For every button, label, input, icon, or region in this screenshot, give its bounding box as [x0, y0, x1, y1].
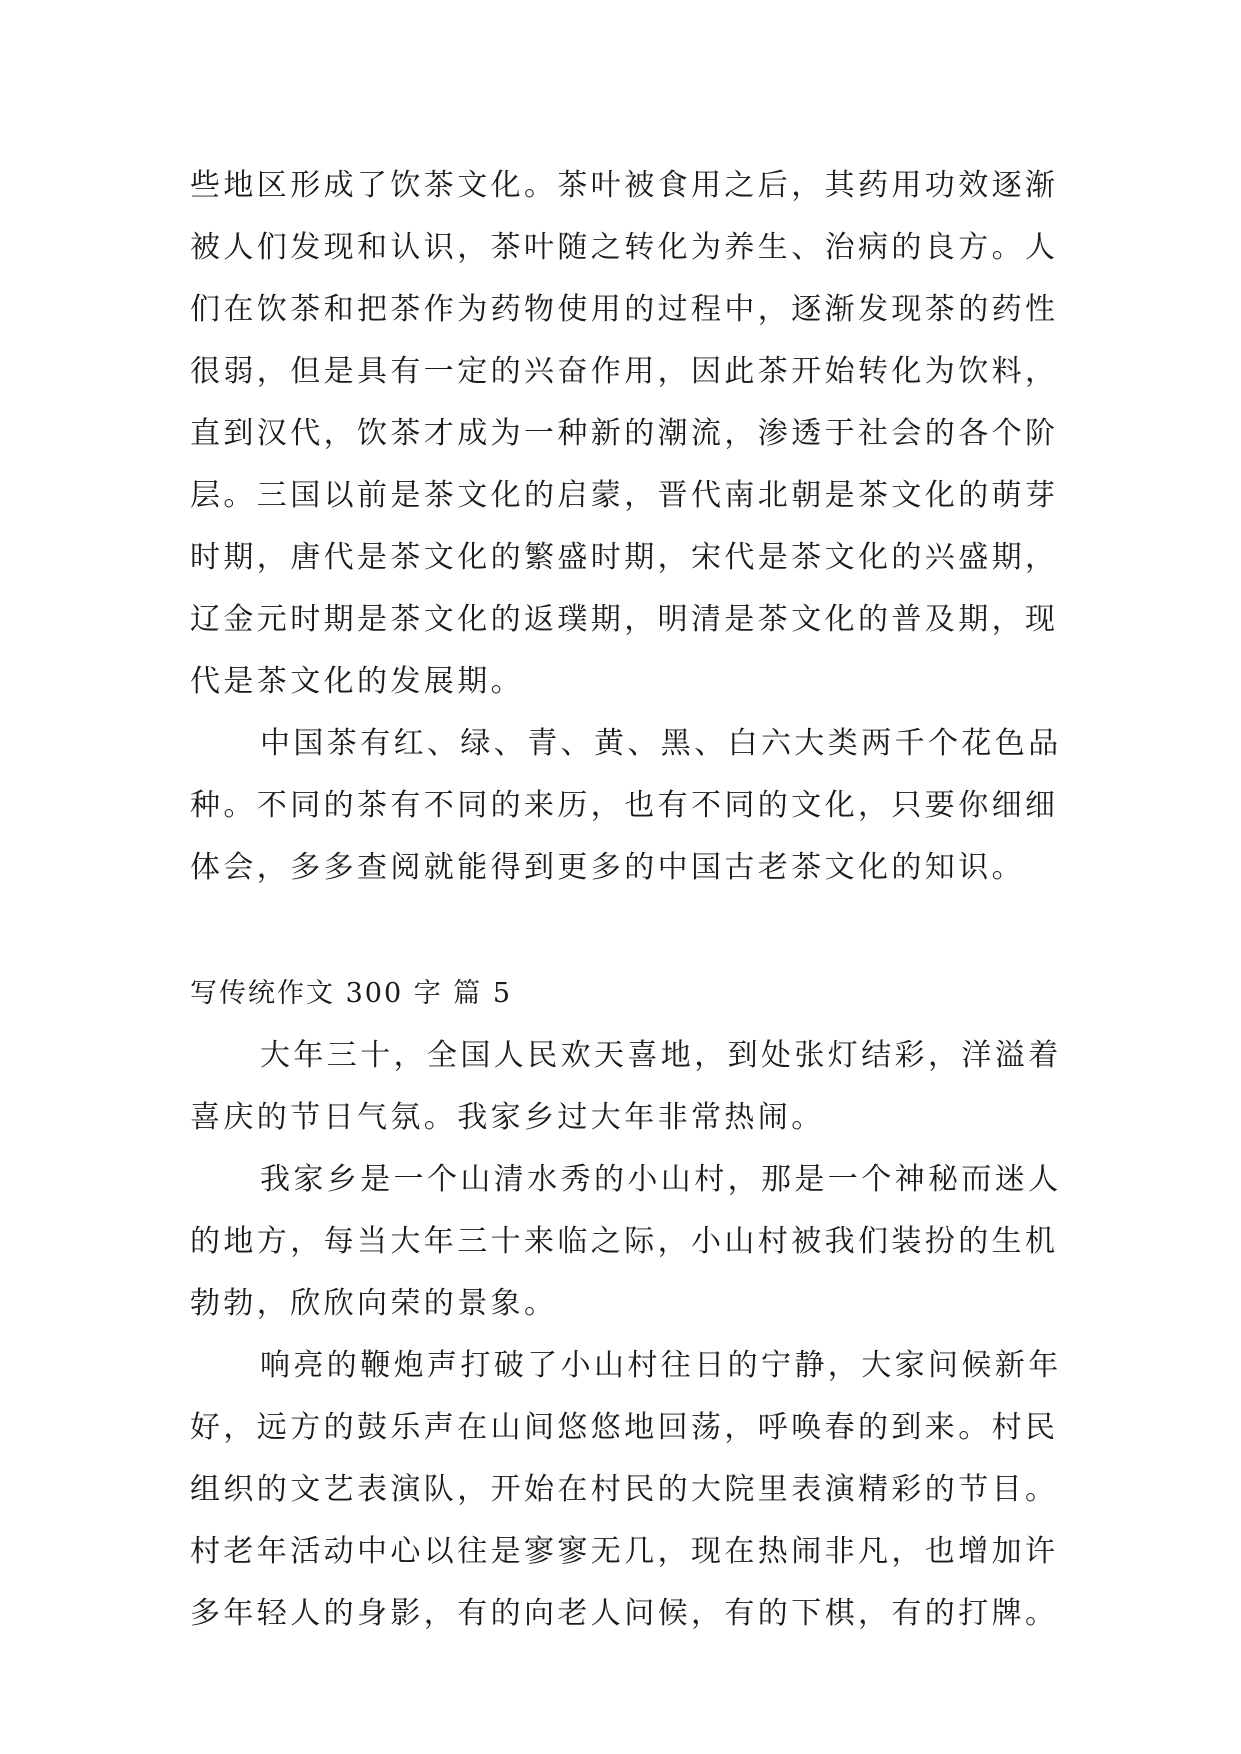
text-line: 时期，唐代是茶文化的繁盛时期，宋代是茶文化的兴盛期，	[190, 540, 1059, 575]
text-line: 的地方，每当大年三十来临之际，小山村被我们装扮的生机	[190, 1224, 1059, 1259]
text-line: 我家乡是一个山清水秀的小山村，那是一个神秘而迷人	[260, 1162, 1062, 1197]
text-line: 中国茶有红、绿、青、黄、黑、白六大类两千个花色品	[260, 726, 1062, 761]
text-line: 多年轻人的身影，有的向老人问候，有的下棋，有的打牌。	[190, 1596, 1059, 1631]
text-line: 种。不同的茶有不同的来历，也有不同的文化，只要你细细	[190, 788, 1059, 823]
text-line: 被人们发现和认识，茶叶随之转化为养生、治病的良方。人	[190, 230, 1059, 265]
text-line: 勃勃，欣欣向荣的景象。	[190, 1286, 558, 1321]
text-line: 响亮的鞭炮声打破了小山村往日的宁静，大家问候新年	[260, 1348, 1062, 1383]
text-line: 辽金元时期是茶文化的返璞期，明清是茶文化的普及期，现	[190, 602, 1059, 637]
text-line: 好，远方的鼓乐声在山间悠悠地回荡，呼唤春的到来。村民	[190, 1410, 1059, 1445]
section-spacer	[190, 899, 1070, 963]
text-line: 组织的文艺表演队，开始在村民的大院里表演精彩的节目。	[190, 1472, 1059, 1507]
text-line: 层。三国以前是茶文化的启蒙，晋代南北朝是茶文化的萌芽	[190, 478, 1059, 513]
paragraph-tea-types	[190, 713, 1070, 899]
paragraph-new-year-intro	[190, 1025, 1070, 1149]
text-line: 喜庆的节日气氛。我家乡过大年非常热闹。	[190, 1100, 825, 1135]
section-heading: 写传统作文 300 字 篇 5	[190, 978, 513, 1009]
document-body	[190, 155, 1070, 1645]
paragraph-tea-history	[190, 155, 1070, 713]
text-line: 直到汉代，饮茶才成为一种新的潮流，渗透于社会的各个阶	[190, 416, 1059, 451]
text-line: 代是茶文化的发展期。	[190, 664, 524, 699]
paragraph-celebration	[190, 1335, 1070, 1645]
text-line: 大年三十，全国人民欢天喜地，到处张灯结彩，洋溢着	[260, 1038, 1062, 1073]
text-line: 村老年活动中心以往是寥寥无几，现在热闹非凡，也增加许	[190, 1534, 1059, 1569]
text-line: 体会，多多查阅就能得到更多的中国古老茶文化的知识。	[190, 850, 1025, 885]
paragraph-village	[190, 1149, 1070, 1335]
text-line: 些地区形成了饮茶文化。茶叶被食用之后，其药用功效逐渐	[190, 168, 1059, 203]
text-line: 很弱，但是具有一定的兴奋作用，因此茶开始转化为饮料，	[190, 354, 1059, 389]
text-line: 们在饮茶和把茶作为药物使用的过程中，逐渐发现茶的药性	[190, 292, 1059, 327]
